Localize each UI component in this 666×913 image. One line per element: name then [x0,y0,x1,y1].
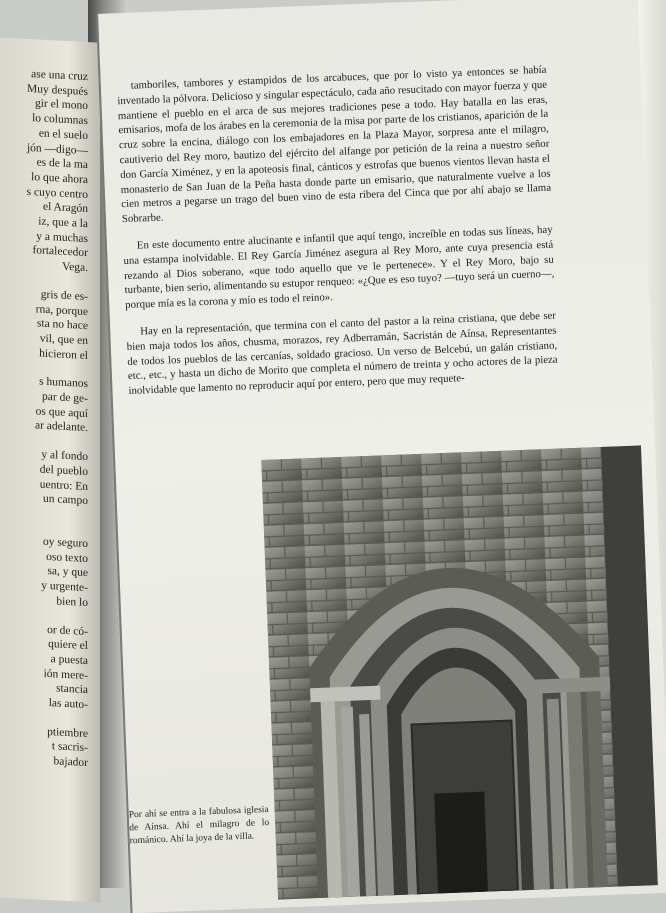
left-page-line: rna, porque [35,302,88,318]
left-page-line: ptiembre [47,725,88,740]
left-page-line: uentro: En [39,478,88,493]
left-page-line: par de ge- [42,390,88,406]
left-page-line: or de có- [47,623,88,638]
left-page [0,37,100,902]
left-page-text [2,66,98,772]
left-page-line: en el suelo [38,127,88,142]
left-page-line: bajador [53,755,88,770]
left-page-line: las auto- [48,697,88,712]
left-page-line: lo que ahora [31,171,88,187]
left-page-line: quiere el [48,638,88,653]
left-page-line: a puesta [50,653,88,668]
photo-caption: Por ahí se entra a la fabulosa iglesia de Aínsa. Ahí el milagro de lo románico. Ahí la joya de la villa. [128,804,270,846]
left-page-line: ión mere- [43,667,88,682]
left-page-line: oy seguro [42,535,88,551]
left-page-line: es de la ma [36,156,88,172]
right-page [96,0,666,913]
left-page-line: bien lo [56,595,88,609]
left-page-line: del pueblo [39,463,88,478]
left-page-line: y al fondo [41,448,88,464]
left-page-line: el Aragón [42,201,88,216]
left-page-line: fortalecedor [32,244,88,260]
left-page-line: ar adelante. [35,419,88,435]
left-page-line: sta no hace [36,317,88,333]
paragraph-3: Hay en la representación, que termina con el canto del pastor a la reina cristiana, que debe ser bien maja todos los años, chusma, morazos, rey Adberramán, Sacristán de Aínsa, Representantes de todos los pueblos de las cercanías, soldado gracioso. Un verso de Belcebú, un galán cristiano, etc., etc., y hasta un dicho de Morito que completa el número de treinta y ocho actores de la pieza inolvidable que lamento no reproducir aquí por entero, pero que muy requete- [126,309,558,398]
left-page-line: Vega. [62,260,88,275]
left-page-line: hicieron el [39,347,88,362]
paragraph-1: tamboriles, tambores y estampidos de los arcabuces, que por lo visto ya entonces se había inventado la pólvora. Delicioso y singular espectáculo, cada año resucitado con mayor fuerza y que mantiene el pueblo en el arca de sus mejores tradiciones pese a todo. Hay batalla en las eras, emisarios, mofa de los árabes en la ceremonia de la misa por parte de los cristianos, aparición de la cruz sobre la encina, diálogo con los embajadores en la Plaza Mayor, sorpresa ante el milagro, cautiverio del Rey moro, bautizo del ejército del alfange por petición de la reina a nuestro señor don García Ximénez, y en la apoteosis final, cánticos y estrofas que buenos vientos llevan hasta el monasterio de San Juan de la Peña hasta donde parte un emisario, que naturalmente vuelve a los cien metros a pegarse un trago del buen vino de esta ribera del Cinca que por ahí abajo se llama Sobrarbe. [117,63,552,226]
left-page-line: y a muchas [36,230,88,245]
left-page-line: s cuyo centro [26,185,88,201]
romanesque-portal-image [261,445,658,899]
left-page-line: jón —digo— [26,141,88,157]
left-page-line: gir el mono [34,97,88,113]
left-page-line: t sacris- [51,740,88,755]
paragraph-2: En este documento entre alucinante e infantil que aquí tengo, increíble en todas sus líneas, hay una estampa inolvidable. El Rey García Jiménez asegura al Rey Moro, ante cuya presencia está rezando al Dios soberano, «que todo aquello que ve le pertenece». Y el Rey Moro, bajo su turbante, bien serio, alimentando su estupor renqueo: «¿Que es eso tuyo? —tuyo será un cuerno—, porque mía es la corona y mío es todo el reino». [123,223,555,312]
left-page-line: stancia [56,682,88,697]
left-page-line: ase una cruz [31,68,88,84]
left-page-line: y urgente- [41,579,88,595]
church-portal-photo [261,445,658,899]
left-page-line: un campo [42,493,88,508]
left-page-line: oso texto [46,550,88,565]
left-page-line: iz, que a la [38,215,88,231]
left-page-line: os que aquí [35,405,88,420]
left-page-line: lo columnas [32,112,88,128]
left-page-line: vil, que en [39,332,88,348]
body-text [117,63,559,411]
left-page-line: gris de es- [40,288,88,303]
left-page-line: Muy después [26,82,88,98]
left-page-line: sa, y que [47,565,88,580]
left-page-line: s humanos [39,375,88,391]
